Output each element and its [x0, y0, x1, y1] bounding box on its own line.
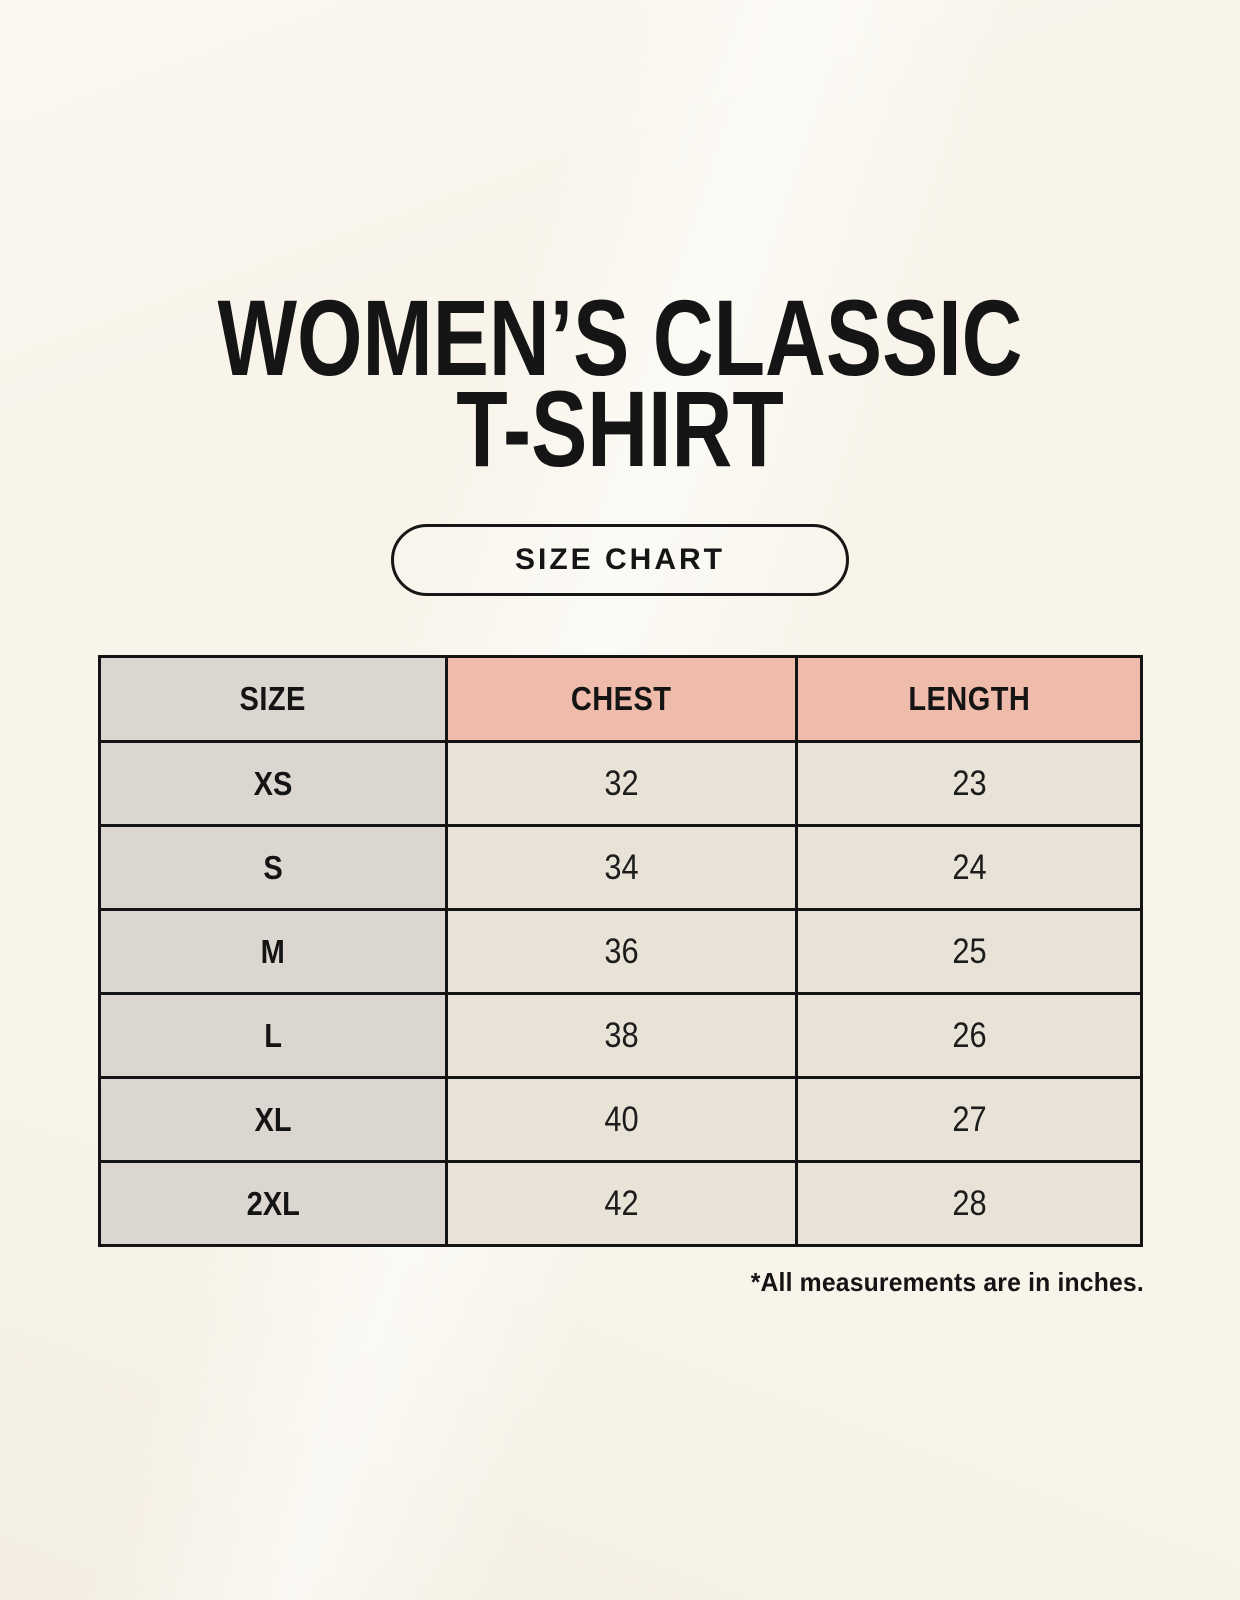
size-cell — [100, 1162, 447, 1246]
table-row — [100, 826, 1142, 910]
size-cell — [100, 910, 447, 994]
table-row — [100, 910, 1142, 994]
page-title — [0, 277, 1240, 489]
measurements-footnote-text: *All measurements are in inches. — [750, 1267, 1144, 1297]
chest-cell — [446, 1162, 796, 1246]
length-value: 26 — [951, 1015, 987, 1055]
measurements-footnote — [730, 1267, 1144, 1298]
chest-cell — [446, 910, 796, 994]
size-cell — [100, 742, 447, 826]
length-value: 24 — [951, 847, 987, 887]
table-header-row — [100, 657, 1142, 742]
chest-cell — [446, 1078, 796, 1162]
length-value: 23 — [951, 763, 987, 803]
size-label: XS — [253, 764, 293, 802]
size-label: S — [263, 848, 283, 886]
length-cell — [797, 1078, 1142, 1162]
chest-value: 38 — [604, 1015, 639, 1055]
chest-value: 34 — [604, 847, 639, 887]
length-cell — [797, 994, 1142, 1078]
chest-value: 36 — [604, 931, 639, 971]
size-label: L — [264, 1016, 282, 1054]
column-header-length — [797, 657, 1142, 742]
table-row — [100, 1162, 1142, 1246]
size-label: M — [260, 932, 286, 970]
column-header-size-label: SIZE — [239, 680, 307, 717]
size-chart-table — [98, 655, 1143, 1247]
chest-cell — [446, 994, 796, 1078]
column-header-chest — [446, 657, 796, 742]
page-title-line1: WOMEN’S CLASSIC — [217, 277, 1023, 398]
length-value: 27 — [951, 1099, 987, 1139]
size-cell — [100, 1078, 447, 1162]
length-value: 28 — [951, 1183, 987, 1223]
table-row — [100, 1078, 1142, 1162]
length-cell — [797, 1162, 1142, 1246]
table-row — [100, 742, 1142, 826]
column-header-length-label: LENGTH — [908, 680, 1031, 717]
table-row — [100, 994, 1142, 1078]
size-label: 2XL — [246, 1184, 300, 1222]
page-title-line2: T-SHIRT — [456, 368, 784, 489]
chest-value: 42 — [604, 1183, 639, 1223]
length-cell — [797, 742, 1142, 826]
length-value: 25 — [951, 931, 987, 971]
chest-cell — [446, 742, 796, 826]
length-cell — [797, 826, 1142, 910]
length-cell — [797, 910, 1142, 994]
size-chart-badge-label: SIZE CHART — [515, 543, 725, 576]
chest-cell — [446, 826, 796, 910]
chest-value: 40 — [604, 1099, 639, 1139]
size-cell — [100, 994, 447, 1078]
chest-value: 32 — [604, 763, 639, 803]
column-header-chest-label: CHEST — [571, 680, 672, 717]
size-cell — [100, 826, 447, 910]
column-header-size — [100, 657, 447, 742]
size-label: XL — [254, 1100, 292, 1138]
size-chart-badge[interactable] — [391, 524, 849, 596]
